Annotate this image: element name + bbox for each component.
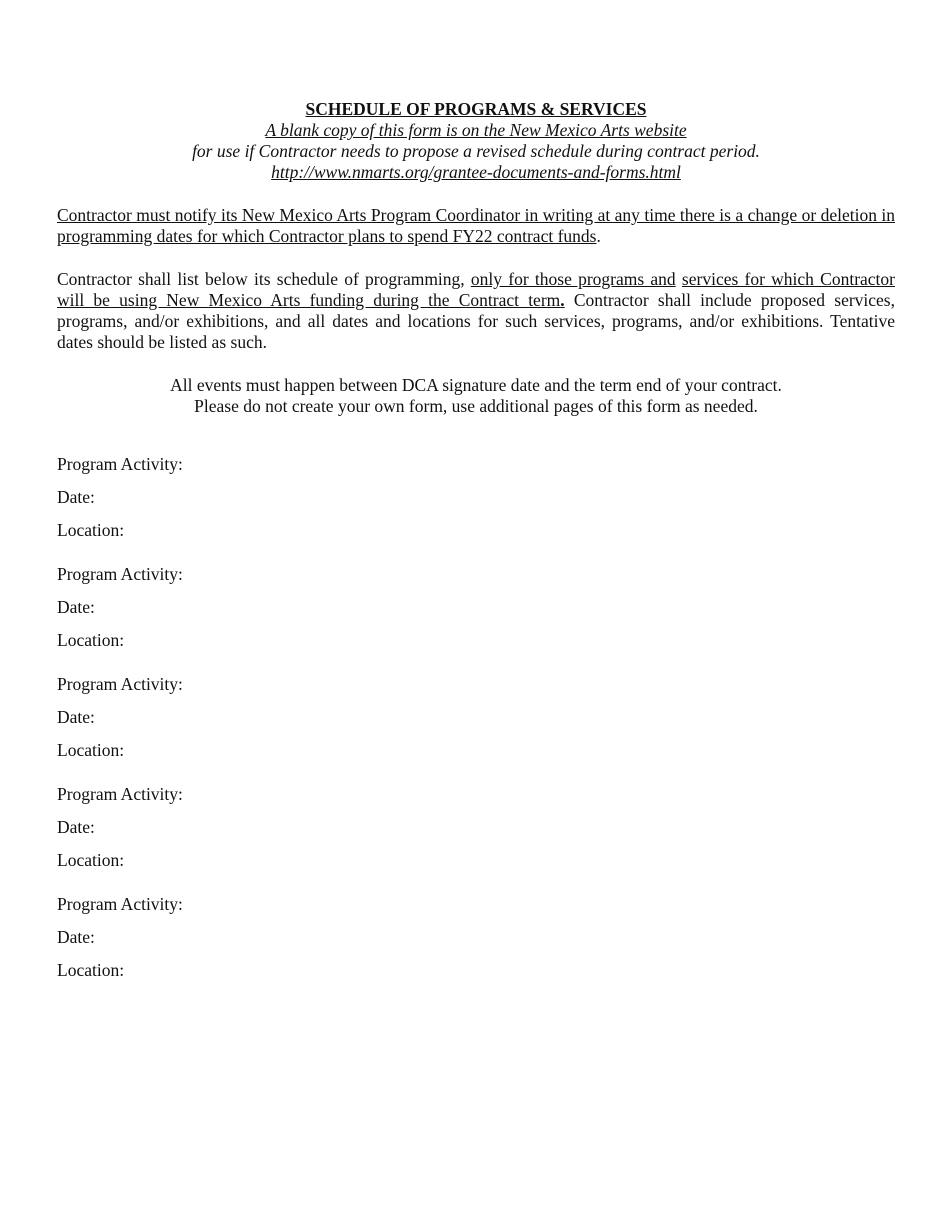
document-title: SCHEDULE OF PROGRAMS & SERVICES xyxy=(305,99,647,119)
events-note-line-2: Please do not create your own form, use additional pages of this form as needed. xyxy=(194,396,758,416)
program-activity-field[interactable]: Program Activity: xyxy=(57,784,183,804)
location-field[interactable]: Location: xyxy=(57,740,125,760)
date-field[interactable]: Date: xyxy=(57,927,95,947)
location-field[interactable]: Location: xyxy=(57,850,125,870)
program-activity-field[interactable]: Program Activity: xyxy=(57,674,183,694)
instructions-part-6: Contractor shall include proposed services, programs, and/or exhibitions, and all dates and locations for such services, programs, and/or exhibitions. Tentative dates should be listed as such. xyxy=(57,290,895,352)
instructions-part-5: . xyxy=(560,290,565,310)
notify-text: Contractor must notify its New Mexico Arts Program Coordinator in writing at any time there is a change or deletion in programming dates for which Contractor plans to spend FY22 contract funds xyxy=(57,205,895,246)
program-activity-field[interactable]: Program Activity: xyxy=(57,894,183,914)
document-page xyxy=(57,99,895,1004)
events-note xyxy=(57,375,895,417)
subtitle-line-2: for use if Contractor needs to propose a revised schedule during contract period. xyxy=(192,141,760,161)
program-entries xyxy=(57,454,895,981)
instructions-part-2: only for those programs and xyxy=(470,269,676,289)
instructions-part-4: services for which Contractor will be using New Mexico Arts funding during the Contract term xyxy=(57,269,895,310)
location-field[interactable]: Location: xyxy=(57,630,125,650)
program-entry xyxy=(57,674,895,761)
program-entry xyxy=(57,894,895,981)
subtitle-line-1: A blank copy of this form is on the New Mexico Arts website xyxy=(265,120,687,140)
forms-url-link[interactable]: http://www.nmarts.org/grantee-documents-and-forms.html xyxy=(271,162,681,182)
notify-end: . xyxy=(596,226,601,246)
notify-paragraph xyxy=(57,205,895,247)
program-activity-field[interactable]: Program Activity: xyxy=(57,454,183,474)
document-header xyxy=(57,99,895,183)
location-field[interactable]: Location: xyxy=(57,960,125,980)
program-activity-field[interactable]: Program Activity: xyxy=(57,564,183,584)
location-field[interactable]: Location: xyxy=(57,520,125,540)
date-field[interactable]: Date: xyxy=(57,707,95,727)
date-field[interactable]: Date: xyxy=(57,817,95,837)
events-note-line-1: All events must happen between DCA signature date and the term end of your contract. xyxy=(170,375,782,395)
program-entry xyxy=(57,564,895,651)
program-entry xyxy=(57,784,895,871)
instructions-part-1: Contractor shall list below its schedule of programming, xyxy=(57,269,471,289)
date-field[interactable]: Date: xyxy=(57,487,95,507)
date-field[interactable]: Date: xyxy=(57,597,95,617)
schedule-instructions-paragraph xyxy=(57,269,895,353)
program-entry xyxy=(57,454,895,541)
